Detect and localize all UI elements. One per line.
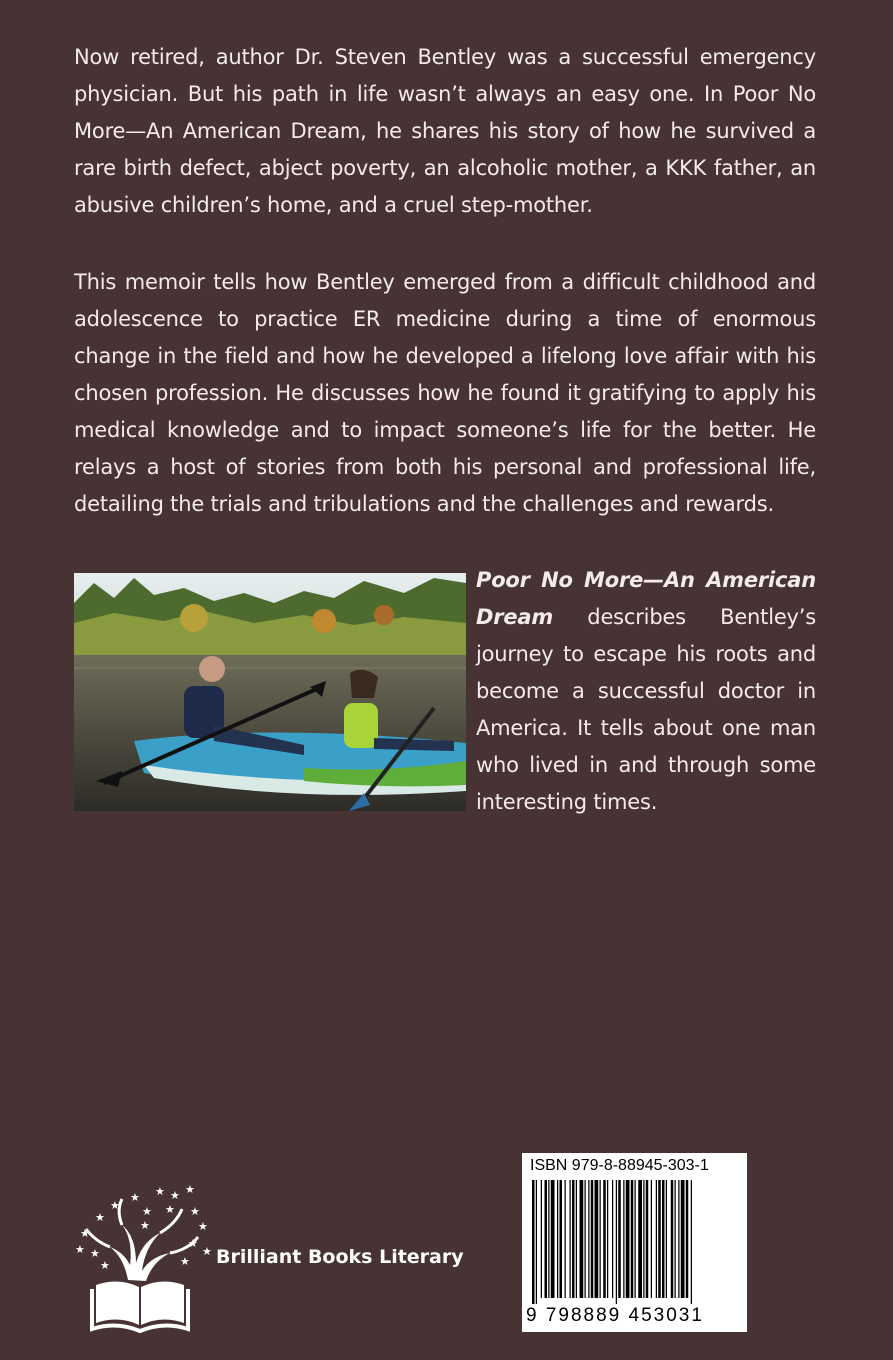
author-photo xyxy=(74,573,466,811)
svg-text:★: ★ xyxy=(142,1205,152,1218)
svg-text:★: ★ xyxy=(90,1247,100,1260)
book-summary xyxy=(476,562,816,821)
publisher-name: Brilliant Books Literary xyxy=(216,1246,464,1268)
publisher-logo xyxy=(70,1185,210,1335)
isbn-label: ISBN 979-8-88945-303-1 xyxy=(530,1157,709,1174)
svg-text:★: ★ xyxy=(75,1243,85,1256)
svg-text:★: ★ xyxy=(198,1220,208,1233)
book-title: Poor No More—An American Dream xyxy=(476,568,816,629)
svg-text:★: ★ xyxy=(185,1183,195,1196)
svg-text:★: ★ xyxy=(202,1245,212,1258)
svg-text:★: ★ xyxy=(188,1237,198,1250)
book-summary-text: describes Bentley’s journey to escape his roots and become a successful doctor in America. It tells about one man who lived in and through some interesting times. xyxy=(476,605,816,814)
svg-text:★: ★ xyxy=(155,1185,165,1198)
svg-text:★: ★ xyxy=(100,1259,110,1272)
svg-text:★: ★ xyxy=(95,1211,105,1224)
svg-text:★: ★ xyxy=(140,1219,150,1232)
svg-text:★: ★ xyxy=(110,1199,120,1212)
svg-text:★: ★ xyxy=(130,1191,140,1204)
svg-text:★: ★ xyxy=(180,1255,190,1268)
barcode-bars xyxy=(532,1180,737,1304)
description-paragraph-2: This memoir tells how Bentley emerged from a difficult childhood and adolescence to practice ER medicine during a time of enormous change in the field and how he developed a lifelong love affair with his chosen profession. He discusses how he found it gratifying to apply his medical knowledge and to impact someone’s life for the better. He relays a host of stories from both his personal and professional life, detailing the trials and tribulations and the challenges and rewards. xyxy=(74,270,816,516)
barcode-digits: 9 798889 453031 xyxy=(526,1305,704,1326)
description-paragraph-1: Now retired, author Dr. Steven Bentley was a successful emergency physician. But his path in life wasn’t always an easy one. In Poor No More—An American Dream, he shares his story of how he survived a rare birth defect, abject poverty, an alcoholic mother, a KKK father, an abusive children’s home, and a cruel step-mother. xyxy=(74,45,816,217)
svg-text:★: ★ xyxy=(165,1203,175,1216)
svg-text:★: ★ xyxy=(190,1205,200,1218)
svg-text:★: ★ xyxy=(80,1227,90,1240)
svg-text:★: ★ xyxy=(170,1189,180,1202)
isbn-barcode xyxy=(522,1153,747,1332)
